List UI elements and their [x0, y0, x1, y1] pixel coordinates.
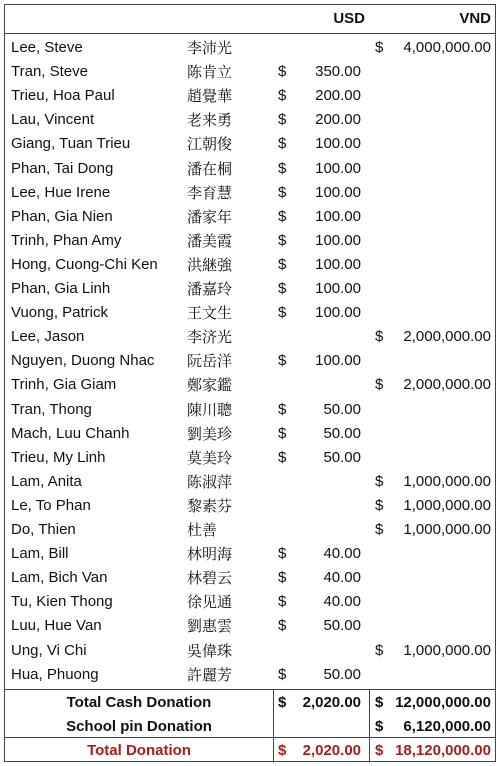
- vnd-total-amount: 12,000,000.00: [395, 694, 491, 711]
- usd-currency-symbol: $: [278, 569, 287, 587]
- donor-chinese-name: 陈淑萍: [187, 472, 233, 491]
- table-row: [5, 84, 495, 108]
- table-row: [5, 132, 495, 156]
- usd-amount: 40.00: [323, 545, 361, 563]
- totals-divider: [5, 689, 495, 690]
- table-row: [5, 349, 495, 373]
- donor-chinese-name: 許麗芳: [187, 665, 233, 684]
- usd-currency-symbol: $: [278, 448, 287, 466]
- usd-amount: 100.00: [315, 183, 361, 201]
- table-row: [5, 639, 495, 663]
- donor-name: Mach, Luu Chanh: [11, 424, 130, 442]
- usd-amount: 100.00: [315, 207, 361, 225]
- table-row: [5, 446, 495, 470]
- donor-chinese-name: 劉美珍: [187, 424, 233, 443]
- usd-currency-symbol: $: [278, 665, 287, 683]
- usd-currency-symbol: $: [278, 742, 287, 759]
- usd-currency-symbol: $: [278, 111, 287, 129]
- donor-chinese-name: 老来勇: [187, 111, 233, 130]
- donor-chinese-name: 徐见通: [187, 593, 233, 612]
- vnd-amount: 1,000,000.00: [403, 521, 491, 538]
- usd-total-amount: 2,020.00: [302, 742, 361, 759]
- vnd-amount: 2,000,000.00: [403, 376, 491, 394]
- vnd-currency-symbol: $: [375, 328, 384, 346]
- table-row: [5, 157, 495, 181]
- donor-name: Ung, Vi Chi: [11, 641, 87, 659]
- donor-name: Lam, Anita: [11, 472, 82, 490]
- usd-amount: 100.00: [315, 304, 361, 322]
- usd-amount: 350.00: [315, 63, 361, 81]
- donor-name: Trinh, Phan Amy: [11, 231, 122, 249]
- vnd-currency-symbol: $: [375, 641, 384, 659]
- total-row: [5, 715, 495, 739]
- vnd-total-amount: 18,120,000.00: [395, 742, 491, 759]
- vnd-amount: [387, 84, 491, 108]
- usd-amount: 100.00: [315, 352, 361, 370]
- vnd-amount: [387, 566, 491, 590]
- vnd-currency-symbol: $: [375, 742, 384, 759]
- vnd-amount: [387, 663, 491, 687]
- usd-amount: 50.00: [323, 448, 361, 466]
- usd-amount: [295, 494, 361, 518]
- usd-currency-symbol: $: [278, 304, 287, 322]
- donor-chinese-name: 洪継強: [187, 255, 233, 274]
- donor-name: Hong, Cuong-Chi Ken: [11, 255, 158, 273]
- table-row: [5, 518, 495, 542]
- vnd-amount: [387, 108, 491, 132]
- vnd-amount: [387, 398, 491, 422]
- vnd-column-header: VND: [459, 10, 491, 27]
- donor-name: Lee, Jason: [11, 328, 85, 346]
- usd-currency-symbol: $: [278, 352, 287, 370]
- usd-amount: 100.00: [315, 159, 361, 177]
- vnd-currency-symbol: $: [375, 376, 384, 394]
- donor-name: Trinh, Gia Giam: [11, 376, 117, 394]
- total-row: [5, 691, 495, 715]
- donor-chinese-name: 吳偉珠: [187, 641, 233, 660]
- usd-amount: 200.00: [315, 87, 361, 105]
- total-label: Total Donation: [87, 742, 191, 759]
- usd-amount: [295, 518, 361, 542]
- table-row: [5, 590, 495, 614]
- donor-chinese-name: 潘美霞: [187, 231, 233, 250]
- donor-name: Le, To Phan: [11, 496, 91, 514]
- table-row: [5, 373, 495, 397]
- vnd-total-amount: 6,120,000.00: [403, 718, 491, 735]
- donor-name: Tran, Thong: [11, 400, 92, 418]
- donor-name: Luu, Hue Van: [11, 617, 102, 635]
- usd-currency-symbol: $: [278, 694, 287, 711]
- usd-currency-symbol: $: [278, 231, 287, 249]
- vnd-amount: [387, 349, 491, 373]
- usd-amount: 100.00: [315, 255, 361, 273]
- donor-name: Phan, Gia Nien: [11, 207, 113, 225]
- table-row: [5, 301, 495, 325]
- table-row: [5, 422, 495, 446]
- usd-currency-symbol: $: [278, 135, 287, 153]
- table-row: [5, 566, 495, 590]
- donor-name: Hua, Phuong: [11, 665, 99, 683]
- vnd-amount: [387, 590, 491, 614]
- vnd-amount: [387, 446, 491, 470]
- usd-currency-symbol: $: [278, 280, 287, 297]
- usd-amount: 100.00: [315, 135, 361, 153]
- donor-chinese-name: 李育慧: [187, 183, 233, 202]
- vnd-currency-symbol: $: [375, 694, 384, 711]
- donor-chinese-name: 李沛光: [187, 39, 233, 57]
- donor-name: Lam, Bich Van: [11, 569, 108, 587]
- vnd-amount: [387, 181, 491, 205]
- usd-amount: 40.00: [323, 593, 361, 611]
- table-row: [5, 229, 495, 253]
- donor-chinese-name: 潘嘉玲: [187, 280, 233, 298]
- vnd-amount: 4,000,000.00: [403, 39, 491, 56]
- usd-currency-symbol: $: [278, 183, 287, 201]
- usd-amount: [295, 325, 361, 349]
- usd-amount: 40.00: [323, 569, 361, 587]
- table-row: [5, 494, 495, 518]
- usd-total-amount: [295, 715, 361, 739]
- usd-amount: 200.00: [315, 111, 361, 129]
- donor-name: Lee, Hue Irene: [11, 183, 111, 201]
- donor-chinese-name: 莫美玲: [187, 448, 233, 467]
- donor-chinese-name: 陈肯立: [187, 63, 233, 82]
- donor-name: Trieu, Hoa Paul: [11, 87, 115, 105]
- vnd-amount: [387, 301, 491, 325]
- vnd-amount: [387, 229, 491, 253]
- donor-chinese-name: 阮岳洋: [187, 352, 233, 371]
- donor-chinese-name: 劉惠雲: [187, 617, 233, 636]
- usd-amount: 100.00: [315, 280, 361, 297]
- vnd-currency-symbol: $: [375, 39, 384, 56]
- vnd-amount: [387, 132, 491, 156]
- total-label: School pin Donation: [66, 718, 212, 735]
- vnd-amount: [387, 277, 491, 301]
- donor-chinese-name: 林明海: [187, 545, 233, 564]
- table-row: [5, 60, 495, 84]
- donor-name: Tu, Kien Thong: [11, 593, 113, 611]
- table-row: [5, 325, 495, 349]
- usd-currency-symbol: $: [278, 63, 287, 81]
- donation-table: [4, 4, 496, 762]
- donor-name: Giang, Tuan Trieu: [11, 135, 131, 153]
- usd-amount: 50.00: [323, 400, 361, 418]
- usd-amount: 50.00: [323, 665, 361, 683]
- donor-name: Nguyen, Duong Nhac: [11, 352, 155, 370]
- usd-amount: [295, 470, 361, 494]
- vnd-currency-symbol: $: [375, 718, 384, 735]
- table-row: [5, 277, 495, 301]
- donor-name: Tran, Steve: [11, 63, 88, 81]
- vnd-amount: [387, 60, 491, 84]
- vnd-amount: 1,000,000.00: [403, 472, 491, 490]
- vnd-amount: [387, 157, 491, 181]
- usd-amount: 100.00: [315, 231, 361, 249]
- donor-chinese-name: 黎素芬: [187, 496, 233, 515]
- vnd-amount: [387, 205, 491, 229]
- usd-currency-symbol: $: [278, 159, 287, 177]
- vnd-amount: [387, 542, 491, 566]
- usd-currency-symbol: $: [278, 545, 287, 563]
- table-header-row: [5, 7, 495, 31]
- usd-currency-symbol: $: [278, 87, 287, 105]
- vnd-currency-symbol: $: [375, 496, 384, 514]
- donor-chinese-name: 鄭家鑑: [187, 376, 233, 395]
- table-row: [5, 398, 495, 422]
- donor-chinese-name: 江朝俊: [187, 135, 233, 154]
- total-row: [5, 739, 495, 763]
- usd-amount: 50.00: [323, 424, 361, 442]
- donor-chinese-name: 陳川聰: [187, 400, 233, 419]
- table-row: [5, 663, 495, 687]
- usd-amount: 50.00: [323, 617, 361, 635]
- usd-currency-symbol: $: [278, 400, 287, 418]
- usd-amount: [295, 36, 361, 60]
- total-label: Total Cash Donation: [66, 694, 212, 711]
- vnd-currency-symbol: $: [375, 521, 384, 538]
- table-row: [5, 205, 495, 229]
- donor-name: Lee, Steve: [11, 39, 83, 56]
- table-row: [5, 253, 495, 277]
- donor-chinese-name: 李济光: [187, 328, 233, 347]
- donor-chinese-name: 趙覺華: [187, 87, 233, 106]
- usd-currency-symbol: $: [278, 424, 287, 442]
- table-row: [5, 108, 495, 132]
- donor-chinese-name: 王文生: [187, 304, 233, 323]
- donor-name: Lam, Bill: [11, 545, 69, 563]
- vnd-currency-symbol: $: [375, 472, 384, 490]
- donor-name: Do, Thien: [11, 521, 76, 538]
- usd-total-amount: 2,020.00: [302, 694, 361, 711]
- vnd-amount: 1,000,000.00: [403, 496, 491, 514]
- donor-name: Vuong, Patrick: [11, 304, 108, 322]
- table-row: [5, 614, 495, 638]
- usd-currency-symbol: $: [278, 255, 287, 273]
- donor-name: Phan, Gia Linh: [11, 280, 111, 297]
- donor-name: Trieu, My Linh: [11, 448, 106, 466]
- header-divider: [5, 33, 495, 34]
- donor-chinese-name: 潘在桐: [187, 159, 233, 178]
- vnd-amount: 2,000,000.00: [403, 328, 491, 346]
- usd-column-header: USD: [333, 10, 365, 27]
- table-row: [5, 470, 495, 494]
- vnd-amount: 1,000,000.00: [403, 641, 491, 659]
- vnd-amount: [387, 422, 491, 446]
- donor-chinese-name: 杜善: [187, 521, 218, 539]
- usd-amount: [295, 373, 361, 397]
- usd-amount: [295, 639, 361, 663]
- usd-currency-symbol: $: [278, 207, 287, 225]
- donor-name: Phan, Tai Dong: [11, 159, 114, 177]
- donor-chinese-name: 林碧云: [187, 569, 233, 588]
- donor-name: Lau, Vincent: [11, 111, 95, 129]
- usd-currency-symbol: $: [278, 617, 287, 635]
- usd-currency-symbol: $: [278, 593, 287, 611]
- vnd-amount: [387, 253, 491, 277]
- vnd-amount: [387, 614, 491, 638]
- donor-chinese-name: 潘家年: [187, 207, 233, 226]
- table-row: [5, 542, 495, 566]
- table-row: [5, 36, 495, 60]
- table-row: [5, 181, 495, 205]
